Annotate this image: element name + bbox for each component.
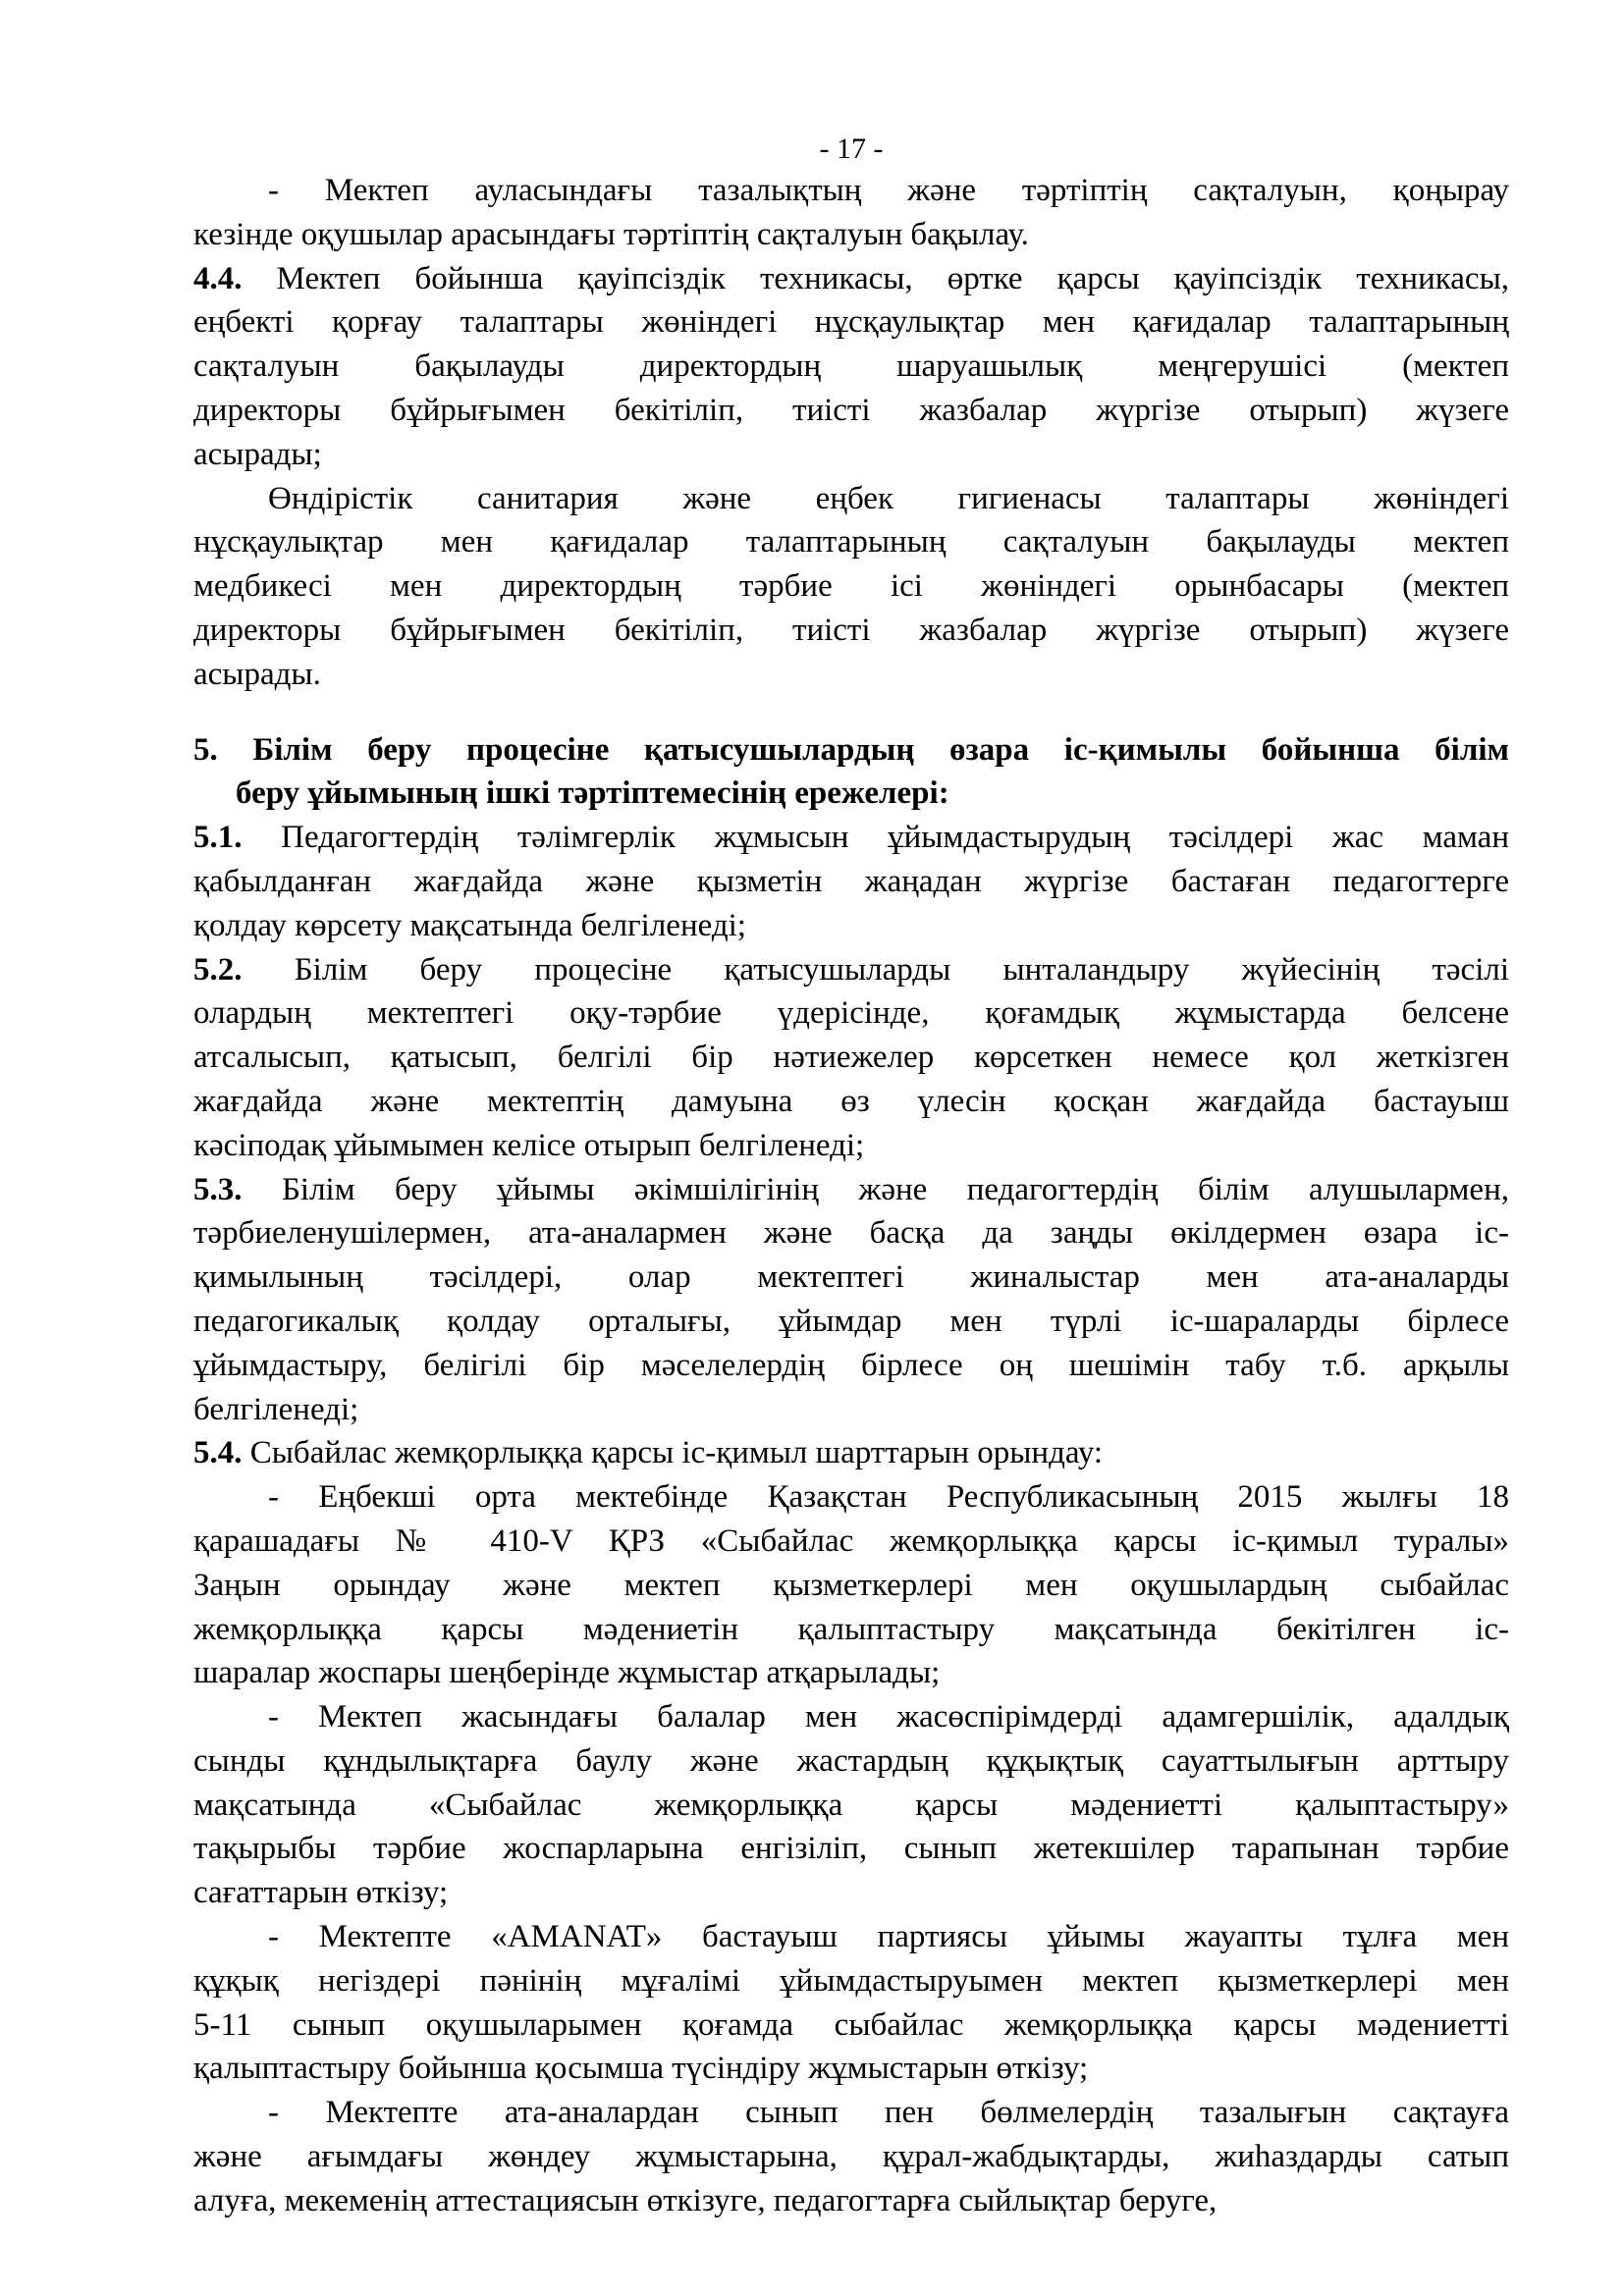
text-line [193,1651,1509,1695]
line-text: тәрбиеленушілермен, ата-аналармен және басқа да заңды өкілдермен өзара іс- [193,1215,1509,1252]
text-line [193,520,1509,564]
line-text: алуға, мекеменің аттестациясын өткізуге, педагогтарға сыйлықтар беруге, [193,2182,1218,2218]
text-line [193,816,1509,860]
line-text: нұсқаулықтар мен қағидалар талаптарының сақталуын бақылауды мектеп [193,524,1509,561]
text-line [193,653,1509,697]
text-line [193,1168,1509,1212]
clause-number: 5.3. [193,1171,243,1207]
text-line [193,1520,1509,1564]
line-text: жағдайда және мектептің дамуына өз үлесін қосқан жағдайда бастауыш [193,1083,1509,1119]
line-text: сақталуын бақылауды директордың шаруашылық меңгерушісі (мектеп [193,348,1509,385]
text-line [193,1080,1509,1124]
text-line [193,345,1509,389]
text-line [193,948,1509,992]
paragraph [193,2091,1509,2222]
clause-number: 5.2. [193,951,243,988]
line-text: директоры бұйрығымен бекітіліп, тиісті жазбалар жүргізе отырып) жүзеге [193,392,1509,428]
line-text: жемқорлыққа қарсы мәдениетін қалыптастыру мақсатында бекітілген іс- [193,1611,1509,1647]
text-line [193,860,1509,904]
text-line [193,1475,1509,1520]
clause-number: 5.4. [193,1435,243,1471]
text-line [193,1784,1509,1828]
text-line [193,300,1509,345]
line-text: құқық негіздері пәнінің мұғалімі ұйымдастыруымен мектеп қызметкерлері мен [193,1962,1509,1999]
text-line [193,433,1509,477]
line-text: қарашадағы № 410-V ҚРЗ «Сыбайлас жемқорлыққа қарсы іс-қимыл туралы» [193,1522,1509,1559]
line-text: Заңын орындау және мектеп қызметкерлері мен оқушылардың сыбайлас [193,1567,1509,1603]
text-line [193,1431,1509,1475]
line-text: қимылының тәсілдері, олар мектептегі жиналыстар мен ата-аналарды [193,1259,1509,1296]
line-text: кәсіподақ ұйымымен келісе отырып белгіленеді; [193,1127,865,1163]
text-line [193,991,1509,1036]
text-line [193,1036,1509,1080]
paragraph [193,257,1509,477]
line-text: және ағымдағы жөндеу жұмыстарына, құрал-жабдықтарды, жиһаздарды сатып [193,2139,1509,2175]
section-heading [193,728,1509,817]
line-text: ұйымдастыру, белігілі бір мәселелердің бірлесе оң шешімін табу т.б. арқылы [193,1347,1509,1383]
text-line [193,213,1509,257]
text-line [193,2179,1509,2223]
text-line [193,1871,1509,1915]
text-line [193,2003,1509,2048]
line-text: Білім беру ұйымы әкімшілігінің және педагогтердің білім алушылармен, [242,1171,1509,1207]
line-text: - Еңбекші орта мектебінде Қазақстан Республикасының 2015 жылғы 18 [268,1479,1509,1516]
line-text: 5. Білім беру процесіне қатысушылардың өзара іс-қимылы бойынша білім [193,731,1509,768]
line-text: - Мектеп ауласындағы тазалықтың және тәртіптің сақталуын, қоңырау [268,173,1509,208]
clause-number: 5.1. [193,820,243,856]
line-text: шаралар жоспары шеңберінде жұмыстар атқарылады; [193,1655,941,1691]
text-line [193,1300,1509,1344]
line-text: қабылданған жағдайда және қызметін жаңадан жүргізе бастаған педагогтерге [193,863,1509,899]
line-text: Педагогтердің тәлімгерлік жұмысын ұйымдастырудың тәсілдері жас маман [242,820,1509,856]
text-line [193,2047,1509,2091]
paragraph [193,816,1509,947]
clause-number: 4.4. [193,260,243,296]
line-text: - Мектеп жасындағы балалар мен жасөспірімдерді адамгершілік, адалдық [268,1699,1509,1735]
page-content [193,132,1509,2223]
line-text: қалыптастыру бойынша қосымша түсіндіру жұмыстарын өткізу; [193,2051,1089,2087]
paragraph [193,1695,1509,1915]
text-line [193,169,1509,213]
text-line [193,2135,1509,2179]
line-text: 5-11 сынып оқушыларымен қоғамда сыбайлас жемқорлыққа қарсы мәдениетті [193,2006,1509,2043]
text-line [193,1959,1509,2003]
line-text: беру ұйымының ішкі тәртіптемесінің ережелері: [236,775,949,812]
line-text: - Мектепте «AMANAT» бастауыш партиясы ұйымы жауапты тұлға мен [268,1919,1509,1955]
text-line [193,772,1509,816]
paragraph [193,1168,1509,1432]
text-line [193,1211,1509,1255]
text-line [193,564,1509,609]
text-line [193,904,1509,948]
paragraph [193,1475,1509,1695]
text-line [193,1608,1509,1652]
line-text: директоры бұйрығымен бекітіліп, тиісті жазбалар жүргізе отырып) жүзеге [193,612,1509,648]
line-text: - Мектепте ата-аналардан сынып пен бөлмелердің тазалығын сақтауға [268,2095,1509,2131]
text-line [193,728,1509,773]
text-line [193,1124,1509,1168]
text-line [193,477,1509,521]
text-line [193,257,1509,301]
line-text: мақсатында «Сыбайлас жемқорлыққа қарсы мәдениетті қалыптастыру» [193,1787,1509,1823]
paragraph [193,948,1509,1168]
text-line [193,1827,1509,1871]
text-line [193,609,1509,653]
line-text: Мектеп бойынша қауіпсіздік техникасы, өртке қарсы қауіпсіздік техникасы, [242,260,1509,296]
line-text: асырады. [193,656,321,692]
line-text: сынды құндылықтарға баулу және жастардың құқықтық сауаттылығын арттыру [193,1742,1509,1779]
line-text: белгіленеді; [193,1391,359,1427]
document-body [193,169,1509,2223]
line-text: педагогикалық қолдау орталығы, ұйымдар мен түрлі іс-шараларды бірлесе [193,1303,1509,1339]
line-text: медбикесі мен директордың тәрбие ісі жөніндегі орынбасары (мектеп [193,568,1509,605]
text-line [193,1344,1509,1388]
text-line [193,1564,1509,1608]
text-line [193,2091,1509,2135]
line-text: асырады; [193,436,322,472]
line-text: кезінде оқушылар арасындағы тәртіптің сақталуын бақылау. [193,216,1029,252]
paragraph [193,1915,1509,2091]
paragraph [193,169,1509,257]
line-text: Сыбайлас жемқорлыққа қарсы іс-қимыл шарттарын орындау: [242,1435,1104,1471]
line-text: Білім беру процесіне қатысушыларды ынталандыру жүйесінің тәсілі [242,951,1509,988]
line-text: атсалысып, қатысып, белгілі бір нәтиежелер көрсеткен немесе қол жеткізген [193,1040,1509,1076]
line-text: Өндірістік санитария және еңбек гигиенасы талаптары жөніндегі [268,480,1509,516]
text-line [193,1255,1509,1300]
text-line [193,1695,1509,1739]
line-text: сағаттарын өткізу; [193,1875,449,1911]
paragraph [193,477,1509,697]
text-line [193,1739,1509,1784]
line-text: қолдау көрсету мақсатында белгіленеді; [193,907,746,943]
line-text: тақырыбы тәрбие жоспарларына енгізіліп, сынып жетекшілер тарапынан тәрбие [193,1831,1509,1867]
text-line [193,389,1509,433]
text-line [193,1388,1509,1432]
text-line [193,1915,1509,1959]
page-number: - 17 - [819,133,884,165]
line-text: еңбекті қорғау талаптары жөніндегі нұсқаулықтар мен қағидалар талаптарының [193,304,1509,341]
paragraph-spacer [193,697,1509,728]
paragraph [193,1431,1509,1475]
line-text: олардың мектептегі оқу-тәрбие үдерісінде, қоғамдық жұмыстарда белсене [193,995,1509,1032]
